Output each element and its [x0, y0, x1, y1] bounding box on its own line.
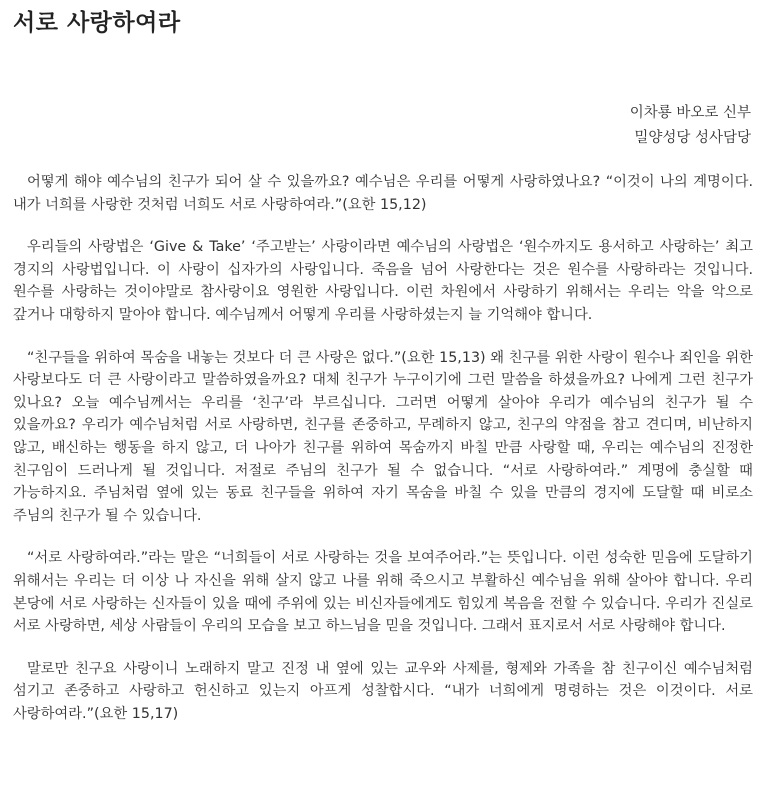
paragraph: 우리들의 사랑법은 ‘Give & Take’ ‘주고받는’ 사랑이라면 예수님의 사랑법은 ‘원수까지도 용서하고 사랑하는’ 최고 경지의 사랑법입니다. 이 사랑이 십자가의 사랑입니다. 죽음을 넘어 사랑한다는 것은 원수를 사랑하라는 것입니다. 원수를 사랑하는 것이야말로 참사랑이요 영원한 사랑입니다. 이런 차원에서 사랑하기 위해서는 우리는 악을 악으로 갚거나 대항하지 말아야 합니다. 예수님께서 어떻게 우리를 사랑하셨는지 늘 기억해야 합니다.: [13, 239, 753, 323]
page-title: 서로 사랑하여라: [13, 10, 181, 36]
author-role: 밀양성당 성사담당: [634, 130, 751, 146]
paragraph: 말로만 친구요 사랑이니 노래하지 말고 진정 내 옆에 있는 교우와 사제를, 형제와 가족을 참 친구이신 예수님처럼 섬기고 존중하고 사랑하고 헌신하고 있는지 아프게 성찰합시다. “내가 너희에게 명령하는 것은 이것이다. 서로 사랑하여라.”(요한 15,17): [13, 660, 753, 722]
article-body: [13, 171, 753, 725]
paragraph: “서로 사랑하여라.”라는 말은 “너희들이 서로 사랑하는 것을 보여주어라.”는 뜻입니다. 이런 성숙한 믿음에 도달하기 위해서는 우리는 더 이상 나 자신을 위해 살지 않고 나를 위해 죽으시고 부활하신 예수님을 위해 살아야 합니다. 우리 본당에 서로 사랑하는 신자들이 있을 때에 주위에 있는 비신자들에게도 힘있게 복음을 전할 수 있습니다. 우리가 진실로 서로 사랑하면, 세상 사람들이 우리의 모습을 보고 하느님을 믿을 것입니다. 그래서 표지로서 서로 사랑해야 합니다.: [13, 550, 753, 635]
paragraph: “친구들을 위하여 목숨을 내놓는 것보다 더 큰 사랑은 없다.”(요한 15,13) 왜 친구를 위한 사랑이 원수나 죄인을 위한 사랑보다도 더 큰 사랑이라고 말씀하였을까요? 대체 친구가 누구이기에 그런 말씀을 하셨을까요? 나에게 그런 친구가 있나요? 오늘 예수님께서는 우리를 ‘친구’라 부르십니다. 그러면 어떻게 살아야 우리가 예수님의 친구가 될 수 있을까요? 우리가 예수님처럼 서로 사랑하면, 친구를 존중하고, 무례하지 않고, 친구의 약점을 참고 견디며, 비난하지 않고, 배신하는 행동을 하지 않고, 더 나아가 친구를 위하여 목숨까지 바칠 만큼 사랑할 때, 우리는 예수님의 진정한 친구임이 드러나게 될 것입니다. 저절로 주님의 친구가 될 수 없습니다. “서로 사랑하여라.” 계명에 충실할 때 가능하지요. 주님처럼 옆에 있는 동료 친구들을 위하여 자기 목숨을 바칠 수 있을 만큼의 경지에 도달할 때 비로소 주님의 친구가 될 수 있습니다.: [13, 349, 753, 524]
paragraph: 어떻게 해야 예수님의 친구가 되어 살 수 있을까요? 예수님은 우리를 어떻게 사랑하였나요? “이것이 나의 계명이다. 내가 너희를 사랑한 것처럼 너희도 서로 사랑하여라.”(요한 15,12): [13, 174, 753, 213]
author-block: [13, 101, 753, 151]
author-name: 이차룡 바오로 신부: [629, 105, 751, 121]
